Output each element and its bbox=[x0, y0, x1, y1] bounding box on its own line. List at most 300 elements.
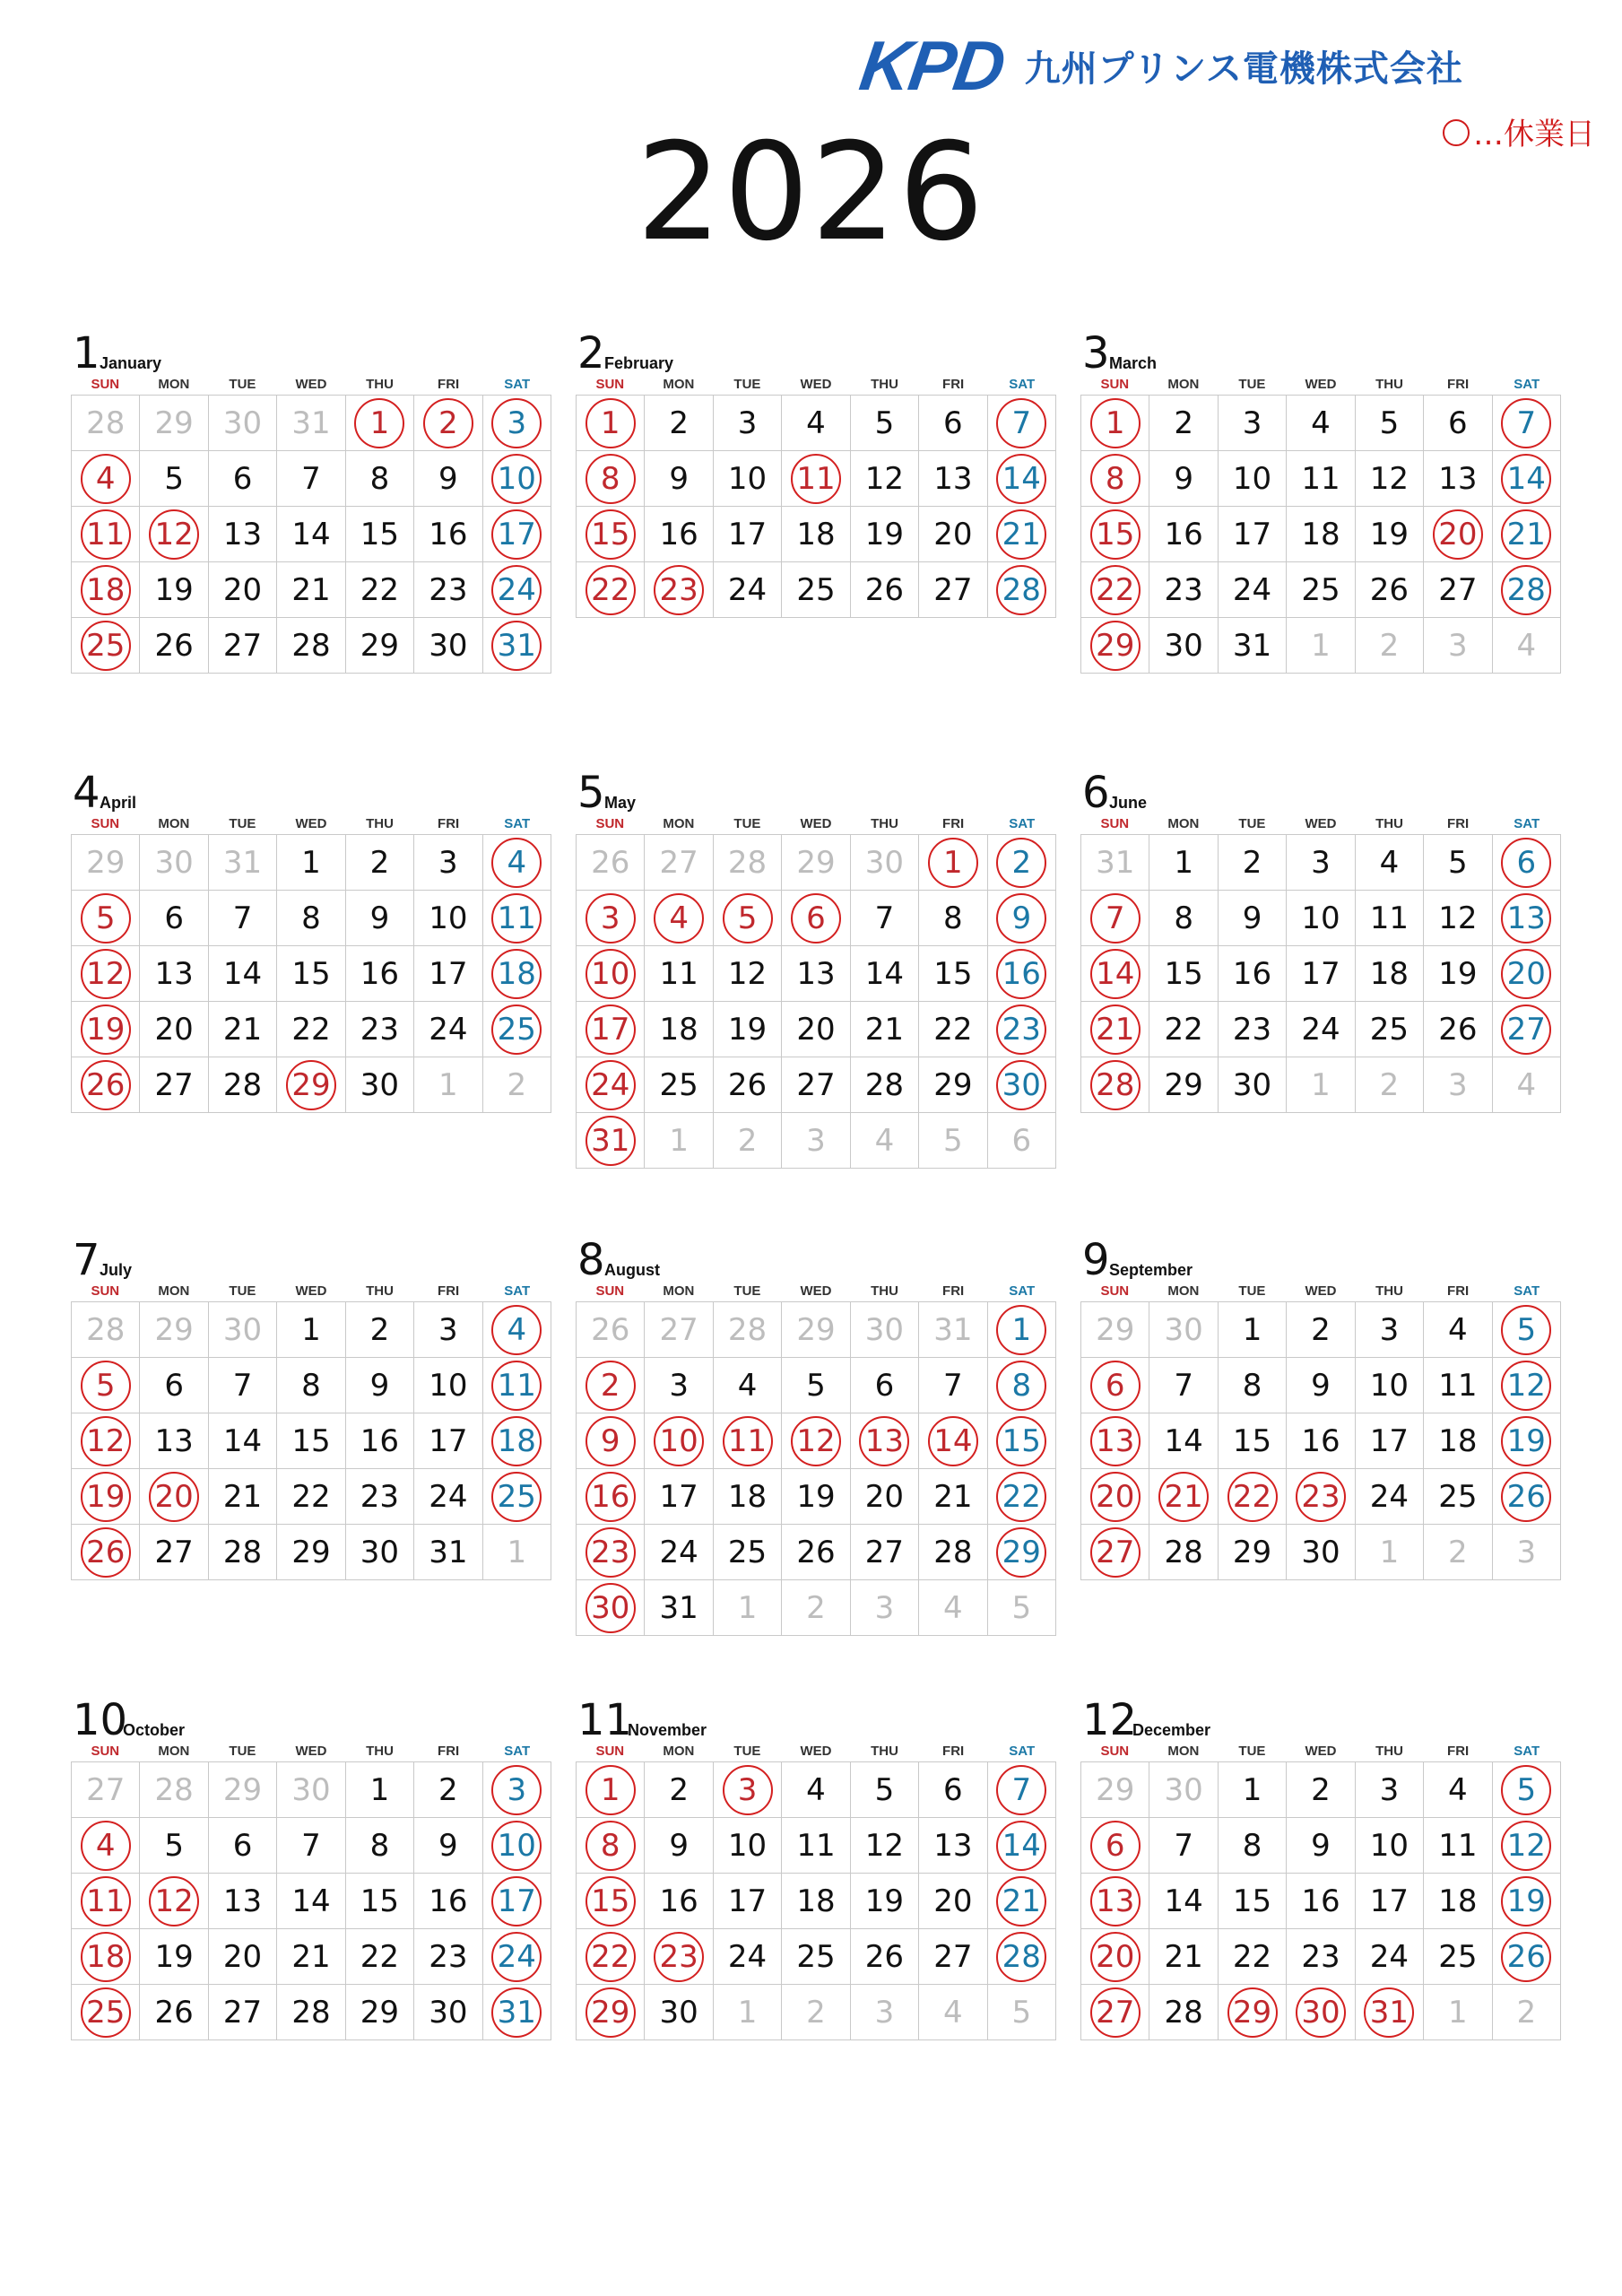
month-number: 2 bbox=[577, 328, 605, 378]
day-cell bbox=[1287, 1762, 1355, 1818]
day-number: 18 bbox=[796, 1883, 836, 1919]
day-cell bbox=[645, 1762, 713, 1818]
holiday-day-cell bbox=[483, 1002, 551, 1057]
holiday-day-cell bbox=[577, 1469, 645, 1525]
day-number: 2 bbox=[669, 1771, 689, 1808]
adjacent-month-day bbox=[209, 1762, 277, 1818]
day-number: 25 bbox=[86, 1994, 126, 2031]
day-number: 10 bbox=[497, 1827, 536, 1864]
day-number: 22 bbox=[360, 571, 400, 608]
day-number: 16 bbox=[1002, 955, 1041, 992]
day-number: 2 bbox=[438, 1771, 458, 1808]
day-cell bbox=[1149, 1874, 1218, 1929]
day-number: 26 bbox=[86, 1066, 126, 1103]
day-number: 27 bbox=[659, 1311, 698, 1348]
weekday-sat: SAT bbox=[1514, 1744, 1540, 1759]
day-number: 4 bbox=[737, 1367, 758, 1404]
weekday-fri: FRI bbox=[438, 1744, 460, 1759]
holiday-day-cell bbox=[483, 1469, 551, 1525]
month-august bbox=[576, 1235, 1056, 1636]
day-number: 1 bbox=[1448, 1994, 1468, 2031]
holiday-day-cell bbox=[577, 507, 645, 562]
day-cell bbox=[1219, 1929, 1287, 1985]
day-number: 9 bbox=[1311, 1827, 1331, 1864]
weekday-tue: TUE bbox=[733, 1744, 761, 1759]
day-number: 22 bbox=[360, 1938, 400, 1975]
month-may bbox=[576, 768, 1056, 1169]
adjacent-month-day bbox=[782, 1302, 850, 1358]
weekday-header bbox=[576, 1283, 1056, 1301]
day-cell bbox=[1356, 946, 1424, 1002]
day-number: 22 bbox=[291, 1011, 331, 1048]
adjacent-month-day bbox=[577, 1302, 645, 1358]
holiday-day-cell bbox=[988, 451, 1056, 507]
day-cell bbox=[782, 396, 850, 451]
day-cell bbox=[414, 562, 482, 618]
day-cell bbox=[1424, 891, 1492, 946]
weekday-sat: SAT bbox=[504, 1744, 531, 1759]
day-number: 4 bbox=[806, 1771, 826, 1808]
day-number: 9 bbox=[1011, 900, 1032, 936]
day-number: 13 bbox=[933, 1827, 973, 1864]
day-number: 8 bbox=[1011, 1367, 1032, 1404]
day-number: 19 bbox=[86, 1478, 126, 1515]
day-number: 31 bbox=[1232, 627, 1272, 664]
adjacent-month-day bbox=[72, 396, 140, 451]
day-cell bbox=[277, 451, 345, 507]
day-number: 30 bbox=[222, 404, 263, 441]
month-grid bbox=[71, 834, 551, 1113]
day-number: 2 bbox=[806, 1994, 826, 2031]
month-number: 11 bbox=[577, 1695, 633, 1745]
day-number: 28 bbox=[1164, 1994, 1203, 2031]
day-cell bbox=[277, 1929, 345, 1985]
day-cell bbox=[277, 891, 345, 946]
weekday-sun: SUN bbox=[1100, 1283, 1130, 1299]
day-cell bbox=[209, 1985, 277, 2040]
adjacent-month-day bbox=[414, 1057, 482, 1113]
holiday-day-cell bbox=[645, 562, 713, 618]
day-cell bbox=[919, 891, 987, 946]
day-number: 11 bbox=[1438, 1827, 1478, 1864]
day-number: 15 bbox=[1232, 1883, 1272, 1919]
holiday-day-cell bbox=[714, 1762, 782, 1818]
day-number: 19 bbox=[864, 1883, 905, 1919]
weekday-wed: WED bbox=[800, 377, 832, 392]
day-number: 11 bbox=[1369, 900, 1409, 936]
day-number: 10 bbox=[1369, 1827, 1409, 1864]
weekday-header bbox=[1080, 1744, 1561, 1761]
holiday-day-cell bbox=[988, 1469, 1056, 1525]
day-number: 19 bbox=[1506, 1422, 1546, 1459]
day-cell bbox=[346, 1874, 414, 1929]
holiday-day-cell bbox=[1493, 507, 1561, 562]
adjacent-month-day bbox=[645, 1113, 713, 1169]
day-number: 21 bbox=[222, 1011, 263, 1048]
day-number: 12 bbox=[796, 1422, 836, 1459]
day-number: 30 bbox=[360, 1534, 400, 1570]
day-cell bbox=[782, 1358, 850, 1413]
company-name: 九州プリンス電機株式会社 bbox=[1024, 48, 1463, 90]
day-number: 24 bbox=[591, 1066, 630, 1103]
day-number: 12 bbox=[86, 955, 126, 992]
holiday-day-cell bbox=[483, 1929, 551, 1985]
month-header bbox=[71, 1235, 551, 1285]
day-cell bbox=[1219, 1358, 1287, 1413]
adjacent-month-day bbox=[1081, 1762, 1149, 1818]
day-number: 13 bbox=[222, 516, 263, 552]
holiday-day-cell bbox=[483, 1413, 551, 1469]
adjacent-month-day bbox=[645, 1302, 713, 1358]
day-number: 6 bbox=[1105, 1367, 1125, 1404]
day-cell bbox=[714, 946, 782, 1002]
day-number: 30 bbox=[429, 627, 468, 664]
day-cell bbox=[140, 1818, 208, 1874]
day-number: 15 bbox=[1002, 1422, 1041, 1459]
adjacent-month-day bbox=[919, 1580, 987, 1636]
holiday-day-cell bbox=[714, 1413, 782, 1469]
day-cell bbox=[1219, 1057, 1287, 1113]
day-number: 27 bbox=[154, 1534, 194, 1570]
day-number: 25 bbox=[1301, 571, 1340, 608]
day-cell bbox=[209, 451, 277, 507]
day-number: 31 bbox=[591, 1122, 630, 1159]
day-number: 5 bbox=[1448, 844, 1468, 881]
day-cell bbox=[851, 507, 919, 562]
day-cell bbox=[1219, 946, 1287, 1002]
day-number: 11 bbox=[1301, 460, 1340, 497]
day-cell bbox=[919, 1525, 987, 1580]
weekday-header bbox=[1080, 1283, 1561, 1301]
day-number: 25 bbox=[1438, 1478, 1478, 1515]
holiday-day-cell bbox=[988, 1358, 1056, 1413]
day-number: 19 bbox=[86, 1011, 126, 1048]
day-cell bbox=[851, 562, 919, 618]
day-number: 3 bbox=[1448, 627, 1468, 664]
day-cell bbox=[1219, 1874, 1287, 1929]
day-number: 6 bbox=[943, 404, 963, 441]
day-number: 17 bbox=[1369, 1422, 1409, 1459]
day-cell bbox=[414, 1985, 482, 2040]
day-cell bbox=[140, 1057, 208, 1113]
holiday-day-cell bbox=[1287, 1469, 1355, 1525]
day-cell bbox=[714, 1469, 782, 1525]
weekday-fri: FRI bbox=[438, 377, 460, 392]
day-number: 9 bbox=[438, 460, 458, 497]
holiday-day-cell bbox=[483, 1818, 551, 1874]
day-number: 28 bbox=[222, 1534, 263, 1570]
month-april bbox=[71, 768, 551, 1113]
day-cell bbox=[1219, 835, 1287, 891]
day-cell bbox=[140, 1358, 208, 1413]
day-number: 21 bbox=[864, 1011, 905, 1048]
day-number: 1 bbox=[669, 1122, 689, 1159]
holiday-day-cell bbox=[72, 1818, 140, 1874]
day-cell bbox=[209, 1469, 277, 1525]
month-february bbox=[576, 328, 1056, 618]
day-number: 2 bbox=[369, 1311, 390, 1348]
day-cell bbox=[645, 1525, 713, 1580]
company-logo bbox=[854, 26, 1463, 105]
weekday-header bbox=[576, 816, 1056, 834]
day-number: 11 bbox=[1438, 1367, 1478, 1404]
day-cell bbox=[1149, 891, 1218, 946]
day-cell bbox=[1356, 562, 1424, 618]
weekday-sun: SUN bbox=[1100, 377, 1130, 392]
weekday-sun: SUN bbox=[91, 377, 120, 392]
day-number: 2 bbox=[1174, 404, 1193, 441]
day-cell bbox=[1287, 1929, 1355, 1985]
month-header bbox=[71, 1695, 551, 1745]
holiday-day-cell bbox=[1493, 562, 1561, 618]
day-number: 11 bbox=[86, 516, 126, 552]
weekday-tue: TUE bbox=[733, 816, 761, 831]
day-cell bbox=[346, 835, 414, 891]
adjacent-month-day bbox=[72, 1762, 140, 1818]
holiday-day-cell bbox=[277, 1057, 345, 1113]
day-cell bbox=[1356, 1874, 1424, 1929]
holiday-day-cell bbox=[1356, 1985, 1424, 2040]
day-cell bbox=[414, 1874, 482, 1929]
day-cell bbox=[140, 618, 208, 674]
day-number: 3 bbox=[669, 1367, 689, 1404]
day-number: 31 bbox=[659, 1589, 698, 1626]
day-cell bbox=[346, 1302, 414, 1358]
day-number: 1 bbox=[438, 1066, 458, 1103]
day-cell bbox=[1287, 835, 1355, 891]
weekday-fri: FRI bbox=[1447, 1283, 1470, 1299]
day-number: 23 bbox=[1164, 571, 1203, 608]
day-number: 3 bbox=[438, 844, 458, 881]
day-number: 20 bbox=[796, 1011, 836, 1048]
day-cell bbox=[851, 1874, 919, 1929]
holiday-day-cell bbox=[483, 835, 551, 891]
day-number: 12 bbox=[864, 460, 905, 497]
day-number: 19 bbox=[796, 1478, 836, 1515]
day-number: 2 bbox=[737, 1122, 758, 1159]
day-number: 28 bbox=[86, 1311, 126, 1348]
adjacent-month-day bbox=[645, 835, 713, 891]
adjacent-month-day bbox=[1081, 1302, 1149, 1358]
day-cell bbox=[140, 1002, 208, 1057]
day-cell bbox=[140, 1985, 208, 2040]
day-number: 22 bbox=[291, 1478, 331, 1515]
day-cell bbox=[1424, 946, 1492, 1002]
day-number: 29 bbox=[1002, 1534, 1041, 1570]
weekday-wed: WED bbox=[295, 377, 327, 392]
day-cell bbox=[1149, 396, 1218, 451]
day-cell bbox=[1424, 1002, 1492, 1057]
day-cell bbox=[1149, 618, 1218, 674]
day-number: 12 bbox=[86, 1422, 126, 1459]
day-cell bbox=[140, 562, 208, 618]
day-number: 4 bbox=[669, 900, 689, 936]
adjacent-month-day bbox=[851, 1985, 919, 2040]
day-cell bbox=[919, 1818, 987, 1874]
holiday-day-cell bbox=[988, 1302, 1056, 1358]
day-cell bbox=[919, 451, 987, 507]
weekday-thu: THU bbox=[1375, 1283, 1403, 1299]
holiday-day-cell bbox=[72, 618, 140, 674]
day-number: 28 bbox=[864, 1066, 905, 1103]
day-number: 16 bbox=[360, 955, 400, 992]
month-name: September bbox=[1109, 1261, 1193, 1279]
day-number: 26 bbox=[727, 1066, 768, 1103]
holiday-day-cell bbox=[483, 396, 551, 451]
day-number: 11 bbox=[796, 1827, 836, 1864]
day-cell bbox=[851, 451, 919, 507]
month-header bbox=[576, 1235, 1056, 1285]
day-number: 9 bbox=[369, 900, 390, 936]
day-cell bbox=[346, 891, 414, 946]
holiday-day-cell bbox=[72, 1929, 140, 1985]
adjacent-month-day bbox=[140, 1762, 208, 1818]
day-number: 8 bbox=[301, 900, 321, 936]
day-number: 27 bbox=[1096, 1994, 1135, 2031]
holiday-day-cell bbox=[988, 1413, 1056, 1469]
day-number: 1 bbox=[369, 1771, 390, 1808]
day-cell bbox=[346, 1002, 414, 1057]
adjacent-month-day bbox=[851, 835, 919, 891]
day-cell bbox=[714, 1818, 782, 1874]
day-number: 4 bbox=[1448, 1311, 1468, 1348]
day-number: 5 bbox=[1011, 1589, 1032, 1626]
month-number: 7 bbox=[73, 1235, 100, 1285]
day-cell bbox=[346, 1525, 414, 1580]
day-cell bbox=[414, 1469, 482, 1525]
day-number: 24 bbox=[727, 1938, 768, 1975]
day-number: 25 bbox=[497, 1478, 536, 1515]
day-number: 21 bbox=[291, 571, 331, 608]
day-number: 22 bbox=[1232, 1478, 1272, 1515]
holiday-day-cell bbox=[483, 891, 551, 946]
day-cell bbox=[782, 562, 850, 618]
holiday-day-cell bbox=[714, 891, 782, 946]
weekday-header bbox=[576, 1744, 1056, 1761]
day-cell bbox=[919, 1358, 987, 1413]
day-cell bbox=[346, 1762, 414, 1818]
day-number: 2 bbox=[507, 1066, 527, 1103]
day-cell bbox=[414, 618, 482, 674]
month-header bbox=[71, 768, 551, 818]
day-number: 9 bbox=[669, 1827, 689, 1864]
day-cell bbox=[782, 1762, 850, 1818]
day-number: 22 bbox=[1232, 1938, 1272, 1975]
day-number: 4 bbox=[943, 1994, 963, 2031]
weekday-header bbox=[71, 816, 551, 834]
adjacent-month-day bbox=[1424, 1057, 1492, 1113]
weekday-thu: THU bbox=[871, 1744, 898, 1759]
weekday-thu: THU bbox=[871, 816, 898, 831]
day-number: 16 bbox=[1232, 955, 1272, 992]
weekday-sat: SAT bbox=[1514, 377, 1540, 392]
month-name: November bbox=[628, 1721, 707, 1739]
day-number: 23 bbox=[659, 571, 698, 608]
day-number: 30 bbox=[222, 1311, 263, 1348]
day-cell bbox=[346, 1469, 414, 1525]
day-number: 2 bbox=[438, 404, 458, 441]
day-cell bbox=[277, 507, 345, 562]
weekday-sat: SAT bbox=[1009, 1744, 1036, 1759]
day-number: 15 bbox=[360, 1883, 400, 1919]
day-number: 1 bbox=[301, 1311, 321, 1348]
day-number: 19 bbox=[154, 1938, 194, 1975]
month-header bbox=[576, 768, 1056, 818]
adjacent-month-day bbox=[1149, 1302, 1218, 1358]
day-number: 7 bbox=[943, 1367, 963, 1404]
adjacent-month-day bbox=[782, 835, 850, 891]
day-number: 10 bbox=[429, 1367, 468, 1404]
day-number: 17 bbox=[659, 1478, 698, 1515]
day-number: 11 bbox=[86, 1883, 126, 1919]
day-number: 8 bbox=[301, 1367, 321, 1404]
day-cell bbox=[1424, 396, 1492, 451]
day-cell bbox=[414, 891, 482, 946]
month-grid bbox=[1080, 834, 1561, 1113]
day-number: 21 bbox=[1096, 1011, 1135, 1048]
day-cell bbox=[1219, 451, 1287, 507]
weekday-tue: TUE bbox=[1238, 1283, 1266, 1299]
day-number: 2 bbox=[369, 844, 390, 881]
day-cell bbox=[1219, 562, 1287, 618]
adjacent-month-day bbox=[1424, 618, 1492, 674]
day-number: 2 bbox=[600, 1367, 620, 1404]
day-cell bbox=[645, 946, 713, 1002]
day-number: 16 bbox=[1164, 516, 1203, 552]
day-cell bbox=[209, 618, 277, 674]
day-number: 23 bbox=[429, 571, 468, 608]
day-cell bbox=[1149, 451, 1218, 507]
holiday-day-cell bbox=[1493, 1413, 1561, 1469]
holiday-day-cell bbox=[1081, 1358, 1149, 1413]
day-number: 10 bbox=[497, 460, 536, 497]
adjacent-month-day bbox=[483, 1057, 551, 1113]
day-cell bbox=[209, 562, 277, 618]
weekday-sun: SUN bbox=[91, 1744, 120, 1759]
day-number: 29 bbox=[222, 1771, 263, 1808]
day-number: 30 bbox=[659, 1994, 698, 2031]
day-cell bbox=[1149, 1413, 1218, 1469]
day-cell bbox=[919, 1002, 987, 1057]
day-number: 22 bbox=[1096, 571, 1135, 608]
day-number: 20 bbox=[154, 1011, 194, 1048]
holiday-day-cell bbox=[988, 396, 1056, 451]
day-number: 2 bbox=[1311, 1311, 1331, 1348]
day-number: 20 bbox=[1096, 1938, 1135, 1975]
holiday-day-cell bbox=[1493, 946, 1561, 1002]
day-number: 27 bbox=[222, 627, 263, 664]
day-number: 5 bbox=[1011, 1994, 1032, 2031]
holiday-day-cell bbox=[988, 946, 1056, 1002]
adjacent-month-day bbox=[919, 1302, 987, 1358]
day-cell bbox=[209, 1057, 277, 1113]
day-cell bbox=[277, 1302, 345, 1358]
month-name: May bbox=[604, 794, 637, 812]
adjacent-month-day bbox=[1424, 1525, 1492, 1580]
day-cell bbox=[346, 1057, 414, 1113]
day-number: 23 bbox=[1301, 1478, 1340, 1515]
holiday-day-cell bbox=[577, 396, 645, 451]
weekday-wed: WED bbox=[800, 1744, 832, 1759]
day-cell bbox=[645, 451, 713, 507]
day-number: 7 bbox=[1011, 404, 1032, 441]
weekday-fri: FRI bbox=[1447, 1744, 1470, 1759]
day-number: 24 bbox=[659, 1534, 698, 1570]
day-number: 17 bbox=[429, 955, 468, 992]
day-number: 15 bbox=[291, 1422, 331, 1459]
day-cell bbox=[645, 1057, 713, 1113]
day-number: 14 bbox=[291, 516, 331, 552]
